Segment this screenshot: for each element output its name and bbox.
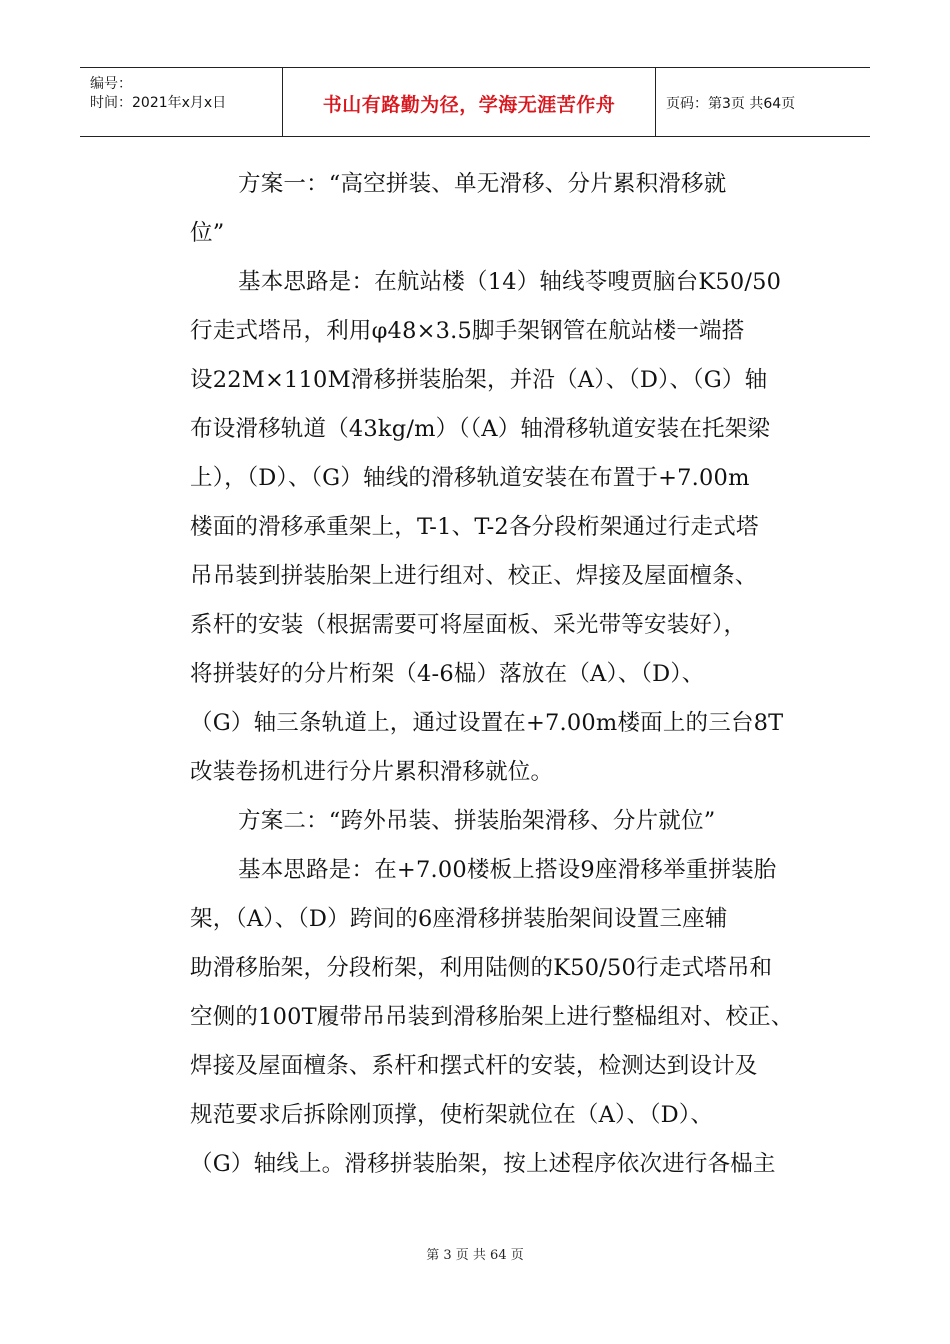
body-line: 架，（A）、（D）跨间的6座滑移拼装胎架间设置三座辅: [190, 906, 728, 932]
body-line: 行走式塔吊，利用φ48×3.5脚手架钢管在航站楼一端搭: [190, 318, 745, 344]
plan-two-approach: 基本思路是：在+7.00楼板上搭设9座滑移举重拼装胎: [238, 857, 777, 883]
plan-two-title: 方案二：“跨外吊装、拼装胎架滑移、分片就位”: [238, 808, 716, 834]
code-label: 编号：: [90, 76, 132, 92]
body-line: 助滑移胎架，分段桁架，利用陆侧的K50/50行走式塔吊和: [190, 955, 773, 981]
document-body: [190, 160, 830, 1189]
body-line: 规范要求后拆除刚顶撑，使桁架就位在（A）、（D）、: [190, 1102, 714, 1128]
body-line: 改装卷扬机进行分片累积滑移就位。: [190, 759, 554, 785]
body-line: 系杆的安装（根据需要可将屋面板、采光带等安装好），: [190, 612, 747, 638]
header-page-cell: [656, 68, 870, 136]
plan-one-approach: 基本思路是：在航站楼（14）轴线苓嗖贾脑台K50/50: [238, 269, 782, 295]
document-header: [80, 67, 870, 137]
motto-text: 书山有路勤为径，学海无涯苦作舟: [322, 94, 616, 116]
body-line: （G）轴线上。滑移拼装胎架，按上述程序依次进行各榀主: [190, 1151, 776, 1177]
body-line: 空侧的100T履带吊吊装到滑移胎架上进行整榀组对、校正、: [190, 1004, 794, 1030]
plan-one-title: 方案一：“高空拼装、单无滑移、分片累积滑移就: [238, 171, 727, 197]
body-line: 布设滑移轨道（43kg/m）（（A）轴滑移轨道安装在托架梁: [190, 416, 771, 442]
header-meta-cell: [80, 68, 283, 136]
body-line: 焊接及屋面檀条、系杆和摆式杆的安装，检测达到设计及: [190, 1053, 758, 1079]
body-line: 吊吊装到拼装胎架上进行组对、校正、焊接及屋面檀条、: [190, 563, 758, 589]
page-info: 页码：第3页 共64页: [666, 96, 796, 112]
body-line: 将拼装好的分片桁架（4-6榀）落放在（A）、（D）、: [190, 661, 705, 687]
body-line: 楼面的滑移承重架上，T-1、T-2各分段桁架通过行走式塔: [190, 514, 759, 540]
body-line: 上），（D）、（G）轴线的滑移轨道安装在布置于+7.00m: [190, 465, 750, 491]
page-footer: 第 3 页 共 64 页: [426, 1248, 524, 1263]
body-line: 设22M×110M滑移拼装胎架，并沿（A）、（D）、（G）轴: [190, 367, 768, 393]
date-label: 时间：2021年x月x日: [90, 95, 227, 111]
body-line: （G）轴三条轨道上，通过设置在+7.00m楼面上的三台8T: [190, 710, 784, 736]
body-line: 位”: [190, 220, 225, 246]
header-motto-cell: [283, 68, 656, 136]
